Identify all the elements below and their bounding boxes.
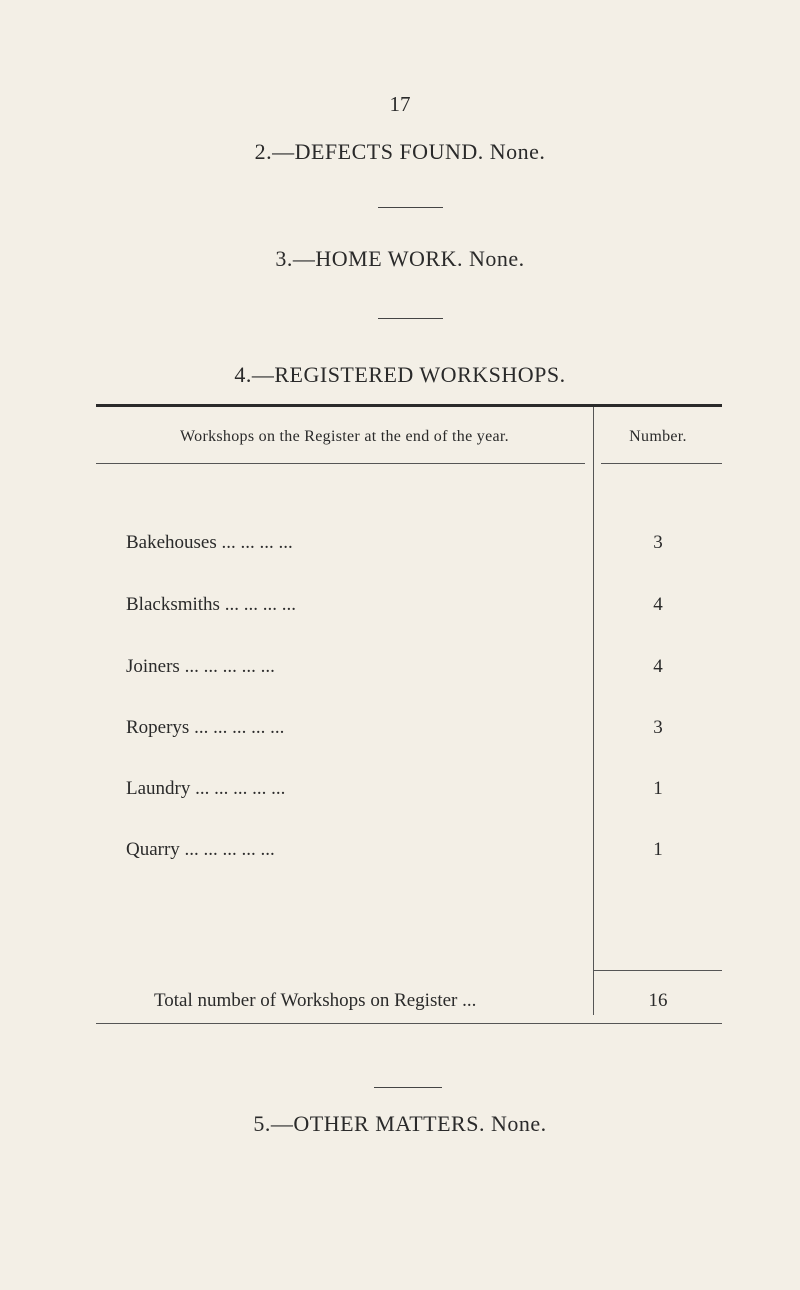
- table-bottom-rule: [96, 1023, 722, 1024]
- table-column-divider: [593, 407, 594, 1015]
- column-header-workshops: Workshops on the Register at the end of the year.: [180, 428, 509, 445]
- row-label: Blacksmiths ... ... ... ...: [126, 594, 296, 615]
- row-value: 1: [653, 839, 663, 860]
- column-header-number: Number.: [629, 428, 687, 445]
- table-row: [96, 656, 722, 686]
- table-row: [96, 778, 722, 808]
- row-label: Joiners ... ... ... ... ...: [126, 656, 275, 677]
- section-home-work-heading: 3.—HOME WORK. None.: [275, 246, 525, 271]
- row-value: 4: [653, 656, 663, 677]
- section-divider: [378, 318, 443, 319]
- section-defects-heading: 2.—DEFECTS FOUND. None.: [254, 139, 546, 164]
- total-label: Total number of Workshops on Register ...: [154, 990, 477, 1011]
- table-row: [96, 717, 722, 747]
- row-label: Roperys ... ... ... ... ...: [126, 717, 285, 738]
- page-number: 17: [389, 92, 411, 116]
- table-row: [96, 594, 722, 624]
- row-value: 3: [653, 717, 663, 738]
- section-divider: [378, 207, 443, 208]
- section-registered-workshops-heading: 4.—REGISTERED WORKSHOPS.: [234, 362, 566, 387]
- total-value: 16: [648, 990, 668, 1011]
- section-divider: [374, 1087, 442, 1088]
- row-label: Bakehouses ... ... ... ...: [126, 532, 293, 553]
- section-other-matters-heading: 5.—OTHER MATTERS. None.: [253, 1111, 547, 1136]
- total-rule: [594, 970, 722, 971]
- table-top-rule: [96, 404, 722, 407]
- row-value: 1: [653, 778, 663, 799]
- header-rule-left: [96, 463, 585, 464]
- table-row: [96, 839, 722, 869]
- header-rule-right: [601, 463, 722, 464]
- row-label: Laundry ... ... ... ... ...: [126, 778, 286, 799]
- row-label: Quarry ... ... ... ... ...: [126, 839, 275, 860]
- table-row: [96, 532, 722, 562]
- row-value: 4: [653, 594, 663, 615]
- registered-workshops-table: [96, 404, 722, 1024]
- row-value: 3: [653, 532, 663, 553]
